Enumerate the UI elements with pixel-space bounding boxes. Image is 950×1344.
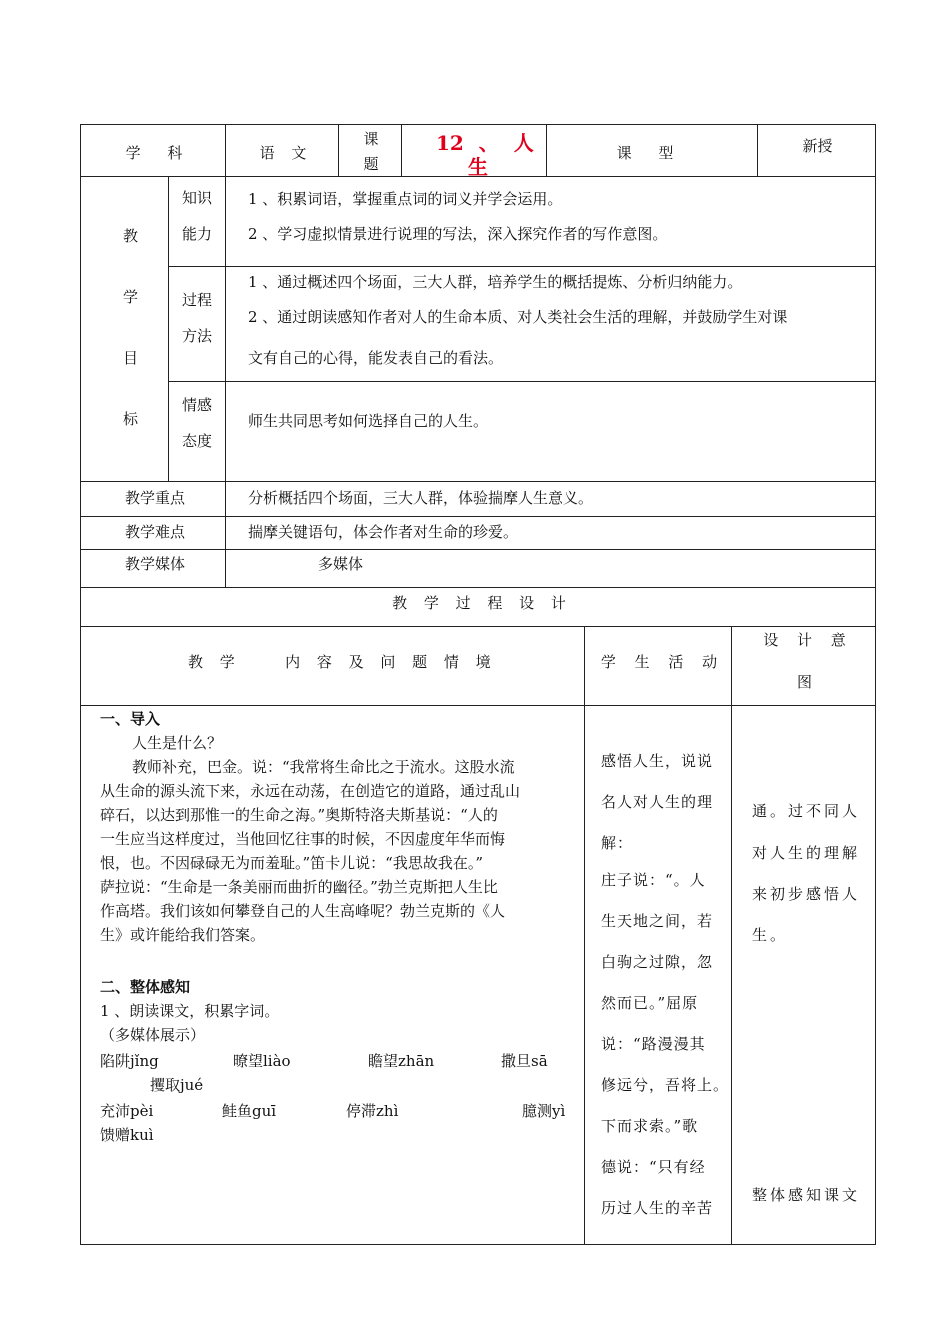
intro-line-6: 恨，也。不因碌碌无为而羞耻。”笛卡儿说：“我思故我在。” [100,854,484,872]
media-text-cell [225,549,876,588]
student-line-8: 说：“路漫漫其 [601,1035,706,1053]
intro-line-1: 人生是什么？ [132,734,223,752]
vocab-9: 臆测yì [522,1102,566,1120]
content-header-cell [80,626,585,706]
difficulty-text-cell [225,516,876,550]
student-line-11: 德说：“只有经 [601,1158,706,1176]
goals-char-2: 学 [123,288,139,306]
process-item-2: 2 、通过朗读感知作者对人的生命本质、对人类社会生活的理解，并鼓励学生对课 [248,308,788,326]
student-body-cell [584,705,732,1245]
emotion-text: 师生共同思考如何选择自己的人生。 [248,412,489,430]
student-line-10: 下而求索。”歌 [601,1117,699,1135]
vocab-10: 馈赠kuì [100,1126,154,1144]
design-line-4: 生。 [752,926,789,944]
subject-label: 学 科 [125,144,183,162]
student-header: 学 生 活 动 [600,653,718,671]
design-line-3: 来初步感悟人 [752,885,861,903]
intro-line-2: 教师补充，巴金。说：“我常将生命比之于流水。这股水流 [132,758,515,776]
knowledge-item-2: 2 、学习虚拟情景进行说理的写法，深入探究作者的写作意图。 [248,225,668,243]
difficulty-label: 教学难点 [125,523,186,541]
overview-line-1: 1 、朗读课文，积累字词。 [100,1002,280,1020]
type-value-cell [757,124,876,177]
process-item-1: 1 、通过概述四个场面，三大人群，培养学生的概括提炼、分析归纳能力。 [248,273,743,291]
content-body-cell [80,705,585,1245]
student-header-cell [584,626,732,706]
key-point-text: 分析概括四个场面，三大人群，体验揣摩人生意义。 [248,489,594,507]
topic-label-2: 题 [363,155,379,173]
student-line-9: 修远兮，吾将上。 [601,1076,730,1094]
process-title-cell [80,587,876,627]
goals-char-3: 目 [123,349,139,367]
design-line-2: 对人生的理解 [752,844,861,862]
goals-side-cell [80,176,169,482]
topic-label-cell [338,124,402,177]
student-line-2: 名人对人生的理 [601,793,714,811]
overview-line-2: （多媒体展示） [100,1026,206,1044]
subject-label-cell [80,124,226,177]
knowledge-item-1: 1 、积累词语，掌握重点词的词义并学会运用。 [248,190,563,208]
vocab-8: 停滞zhì [346,1102,399,1120]
intro-line-7: 萨拉说：“生命是一条美丽而曲折的幽径。”勃兰克斯把人生比 [100,878,498,896]
goals-char-4: 标 [123,410,139,428]
section2-title: 二、整体感知 [100,978,191,996]
topic-value-1: 12 、 人 [436,131,534,155]
design-header-cell [731,626,876,706]
media-text: 多媒体 [318,555,364,573]
intro-line-4: 碎石，以达到那惟一的生命之海。”奥斯特洛夫斯基说：“人的 [100,806,498,824]
topic-value-2: 生 [468,155,488,179]
student-line-12: 历过人生的辛苦 [601,1199,714,1217]
process-label-2: 方法 [182,327,213,345]
vocab-1: 陷阱jǐng [100,1052,159,1070]
intro-line-8: 作高塔。我们该如何攀登自己的人生高峰呢？勃兰克斯的《人 [100,902,506,920]
vocab-5: 攫取jué [150,1076,204,1094]
type-label-cell [546,124,758,177]
emotion-label-cell [168,381,226,482]
key-point-label-cell [80,481,226,517]
emotion-label-2: 态度 [182,432,213,450]
process-item-3: 文有自己的心得，能发表自己的看法。 [248,349,504,367]
subject-value: 语 文 [259,144,307,162]
knowledge-label-2: 能力 [182,225,213,243]
student-line-1: 感悟人生，说说 [601,752,714,770]
process-text-cell [225,266,876,382]
intro-line-5: 一生应当这样度过，当他回忆往事的时候，不因虚度年华而悔 [100,830,506,848]
knowledge-label-1: 知识 [182,189,213,207]
knowledge-label-cell [168,176,226,267]
vocab-2: 暸望liào [233,1052,291,1070]
type-label: 课 型 [616,144,674,162]
content-header: 教 学 内 容 及 问 题 情 境 [188,653,491,671]
section1-title: 一、导入 [100,710,161,728]
topic-value-cell [401,124,547,177]
intro-line-9: 生》或许能给我们答案。 [100,926,266,944]
knowledge-text-cell [225,176,876,267]
vocab-6: 充沛pèi [100,1102,154,1120]
difficulty-label-cell [80,516,226,550]
design-line-1: 通。过不同人 [752,802,861,820]
difficulty-text: 揣摩关键语句，体会作者对生命的珍爱。 [248,523,519,541]
design-header-2: 图 [796,673,812,691]
type-value: 新授 [802,137,833,155]
intro-line-3: 从生命的源头流下来，永远在动荡，在创造它的道路，通过乱山 [100,782,521,800]
student-line-7: 然而已。”屈原 [601,994,699,1012]
design-body-cell [731,705,876,1245]
student-line-6: 白驹之过隙，忽 [601,953,714,971]
emotion-text-cell [225,381,876,482]
key-point-label: 教学重点 [125,489,186,507]
student-line-3: 解： [601,834,634,852]
student-line-4: 庄子说：“。人 [601,871,706,889]
process-label-cell [168,266,226,382]
design-header-1: 设 计 意 [763,631,846,649]
process-title: 教 学 过 程 设 计 [392,594,566,612]
vocab-3: 瞻望zhān [368,1052,435,1070]
media-label: 教学媒体 [125,555,186,573]
design-line-last: 整体感知课文 [752,1186,861,1204]
vocab-4: 撒旦sā [501,1052,548,1070]
vocab-7: 鲑鱼guī [222,1102,277,1120]
process-label-1: 过程 [182,291,213,309]
topic-label-1: 课 [363,130,379,148]
goals-char-1: 教 [123,227,139,245]
lesson-plan-table [80,124,876,1245]
subject-value-cell [225,124,339,177]
student-line-5: 生天地之间，若 [601,912,714,930]
emotion-label-1: 情感 [182,396,213,414]
key-point-text-cell [225,481,876,517]
media-label-cell [80,549,226,588]
